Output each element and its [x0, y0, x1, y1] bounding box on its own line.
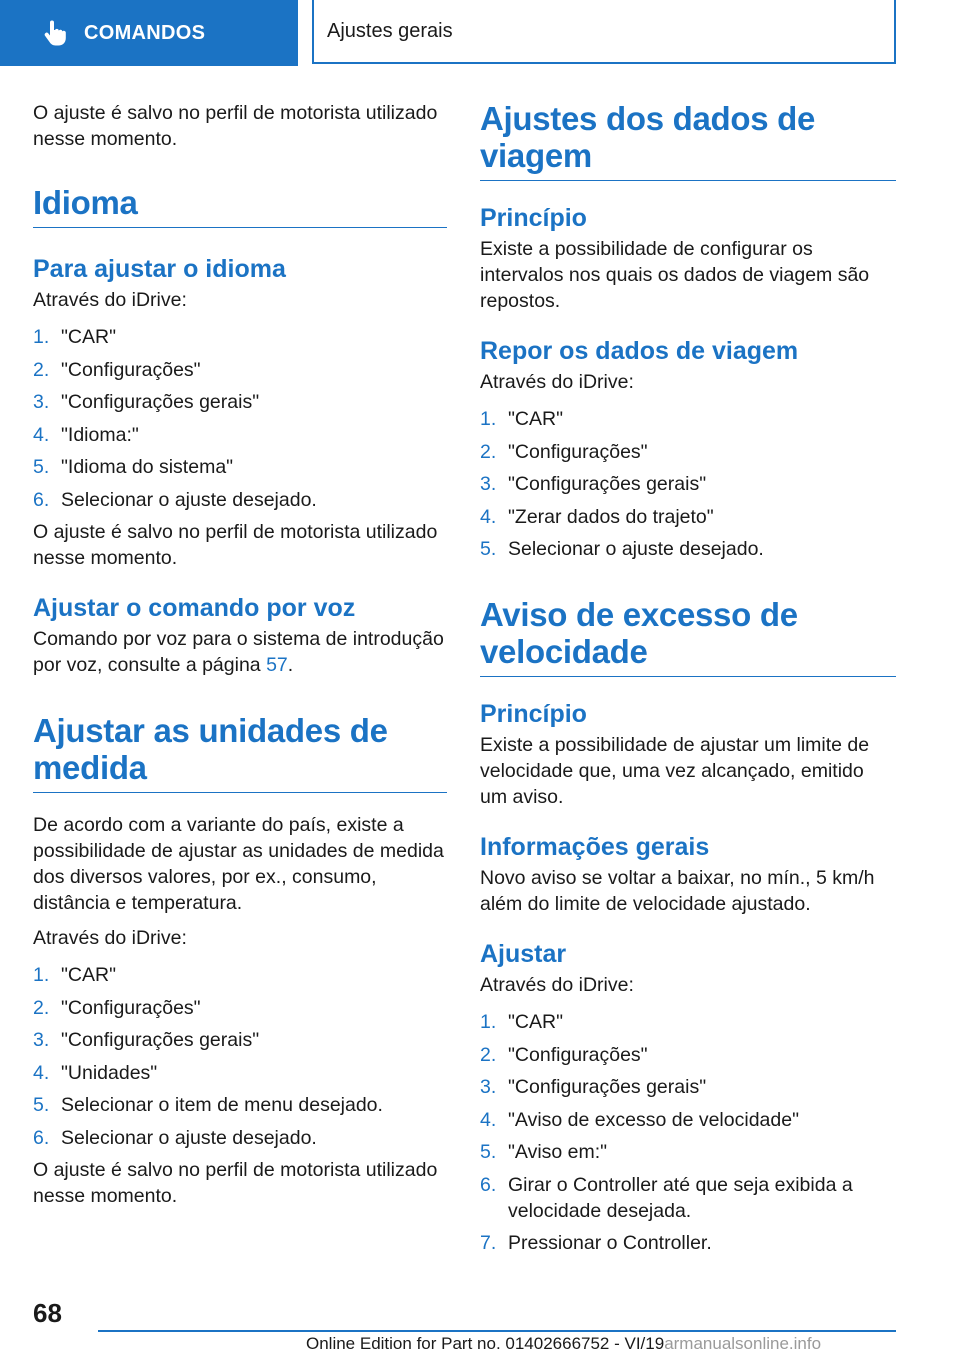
step-number: 1.	[33, 964, 50, 986]
step-number: 7.	[480, 1232, 497, 1254]
step-text: "Configurações"	[508, 1043, 648, 1066]
left-column	[33, 100, 447, 1209]
step-text: "Unidades"	[61, 1061, 158, 1084]
voz-text-end: .	[287, 654, 294, 676]
step-text: "Aviso de excesso de velocidade"	[508, 1108, 799, 1131]
step-text: Selecionar o ajuste desejado.	[508, 538, 764, 560]
list-item	[480, 1107, 896, 1133]
step-number: 4.	[480, 1108, 497, 1131]
step-text: "Configurações gerais"	[61, 391, 260, 413]
step-number: 3.	[480, 473, 497, 495]
list-item	[480, 536, 896, 562]
step-number: 2.	[480, 440, 497, 463]
step-text: "Configurações gerais"	[508, 1076, 707, 1098]
list-item	[33, 1125, 447, 1151]
step-text: Selecionar o ajuste desejado.	[61, 488, 317, 511]
voz-text	[33, 626, 447, 678]
step-number: 5.	[33, 456, 50, 478]
list-item	[33, 454, 447, 480]
list-item	[33, 357, 447, 383]
page-header	[0, 0, 960, 66]
page-number: 68	[33, 1298, 62, 1328]
list-item	[33, 487, 447, 513]
heading-aviso-velocidade: Aviso de excesso de velocidade	[480, 596, 896, 677]
right-column	[480, 100, 896, 1263]
step-number: 6.	[33, 1126, 50, 1149]
list-item	[480, 1172, 896, 1224]
section-tab-label: COMANDOS	[84, 21, 206, 44]
step-text: Girar o Controller até que seja exibida a velocidade desejada.	[508, 1173, 853, 1222]
step-number: 1.	[33, 326, 50, 348]
step-text: Selecionar o ajuste desejado.	[61, 1126, 317, 1149]
idioma-lead: Através do iDrive:	[33, 289, 187, 311]
idioma-steps	[33, 324, 447, 513]
list-item	[480, 504, 896, 530]
list-item	[33, 422, 447, 448]
step-text: "Configurações"	[61, 358, 201, 381]
list-item	[33, 1027, 447, 1053]
step-text: "Zerar dados do trajeto"	[508, 505, 714, 528]
list-item	[480, 1074, 896, 1100]
viagem-steps	[480, 406, 896, 562]
step-text: Pressionar o Controller.	[508, 1232, 712, 1254]
footer-edition	[306, 1334, 821, 1354]
list-item	[33, 1092, 447, 1118]
subheading-repor-dados: Repor os dados de viagem	[480, 337, 799, 365]
viagem-lead: Através do iDrive:	[480, 371, 634, 393]
list-item	[33, 324, 447, 350]
aviso-lead: Através do iDrive:	[480, 974, 634, 996]
hand-pointer-icon	[40, 18, 70, 48]
step-text: "CAR"	[508, 408, 564, 430]
list-item	[33, 1060, 447, 1086]
section-tab-comandos	[0, 0, 298, 66]
subheading-comando-voz: Ajustar o comando por voz	[33, 594, 356, 622]
unidades-steps	[33, 962, 447, 1151]
step-text: "CAR"	[61, 964, 117, 986]
step-number: 3.	[480, 1076, 497, 1098]
list-item	[33, 995, 447, 1021]
subheading-principio-aviso: Princípio	[480, 700, 587, 728]
list-item	[33, 389, 447, 415]
subheading-ajustar: Ajustar	[480, 940, 567, 968]
page-reference-link[interactable]: 57	[266, 654, 288, 676]
step-number: 1.	[480, 1011, 497, 1033]
idioma-note: O ajuste é salvo no perfil de motorista utilizado nesse momento.	[33, 521, 438, 569]
unidades-text: De acordo com a variante do país, existe a possibilidade de ajustar as unidades de medida dos diversos valores, por ex., consumo, distância e temperatura.	[33, 814, 444, 914]
step-number: 6.	[480, 1173, 497, 1196]
step-number: 5.	[480, 1141, 497, 1163]
unidades-lead: Através do iDrive:	[33, 927, 187, 949]
list-item	[480, 1042, 896, 1068]
list-item	[480, 1139, 896, 1165]
step-number: 6.	[33, 488, 50, 511]
list-item	[480, 1230, 896, 1256]
step-number: 5.	[33, 1094, 50, 1116]
step-text: "CAR"	[61, 326, 117, 348]
edition-text: Online Edition for Part no. 01402666752 - VI/19	[306, 1334, 665, 1353]
list-item	[33, 962, 447, 988]
subheading-ajustar-idioma: Para ajustar o idioma	[33, 255, 286, 283]
list-item	[480, 471, 896, 497]
step-text: "Idioma do sistema"	[61, 456, 234, 478]
step-text: "Idioma:"	[61, 423, 139, 446]
heading-idioma: Idioma	[33, 184, 447, 228]
aviso-informacoes-text: Novo aviso se voltar a baixar, no mín., 5 km/h além do limite de velocidade ajustado.	[480, 867, 875, 915]
voz-text-body: Comando por voz para o sistema de introdução por voz, consulte a página	[33, 628, 444, 676]
step-number: 3.	[33, 1029, 50, 1051]
step-number: 4.	[480, 505, 497, 528]
step-text: "Configurações gerais"	[508, 473, 707, 495]
footer-divider	[98, 1330, 896, 1332]
watermark-text: armanualsonline.info	[664, 1334, 822, 1353]
heading-dados-viagem: Ajustes dos dados de viagem	[480, 100, 896, 181]
step-number: 1.	[480, 408, 497, 430]
step-number: 3.	[33, 391, 50, 413]
aviso-principio-text: Existe a possibilidade de ajustar um limite de velocidade que, uma vez alcançado, emitido um aviso.	[480, 734, 870, 808]
step-text: "CAR"	[508, 1011, 564, 1033]
step-number: 4.	[33, 423, 50, 446]
viagem-principio-text: Existe a possibilidade de configurar os intervalos nos quais os dados de viagem são repostos.	[480, 238, 870, 312]
list-item	[480, 439, 896, 465]
step-number: 4.	[33, 1061, 50, 1084]
step-text: "Configurações"	[61, 996, 201, 1019]
subheading-principio-viagem: Princípio	[480, 204, 587, 232]
subheading-informacoes-gerais: Informações gerais	[480, 833, 710, 861]
heading-unidades: Ajustar as unidades de medida	[33, 712, 447, 793]
unidades-note: O ajuste é salvo no perfil de motorista utilizado nesse momento.	[33, 1159, 438, 1207]
list-item	[480, 1009, 896, 1035]
step-text: "Configurações gerais"	[61, 1029, 260, 1051]
step-text: "Configurações"	[508, 440, 648, 463]
step-text: Selecionar o item de menu desejado.	[61, 1094, 383, 1116]
aviso-steps	[480, 1009, 896, 1256]
step-number: 5.	[480, 538, 497, 560]
step-number: 2.	[480, 1043, 497, 1066]
step-text: "Aviso em:"	[508, 1141, 608, 1163]
list-item	[480, 406, 896, 432]
chapter-title: Ajustes gerais	[312, 0, 896, 64]
step-number: 2.	[33, 358, 50, 381]
intro-note: O ajuste é salvo no perfil de motorista utilizado nesse momento.	[33, 102, 438, 150]
step-number: 2.	[33, 996, 50, 1019]
